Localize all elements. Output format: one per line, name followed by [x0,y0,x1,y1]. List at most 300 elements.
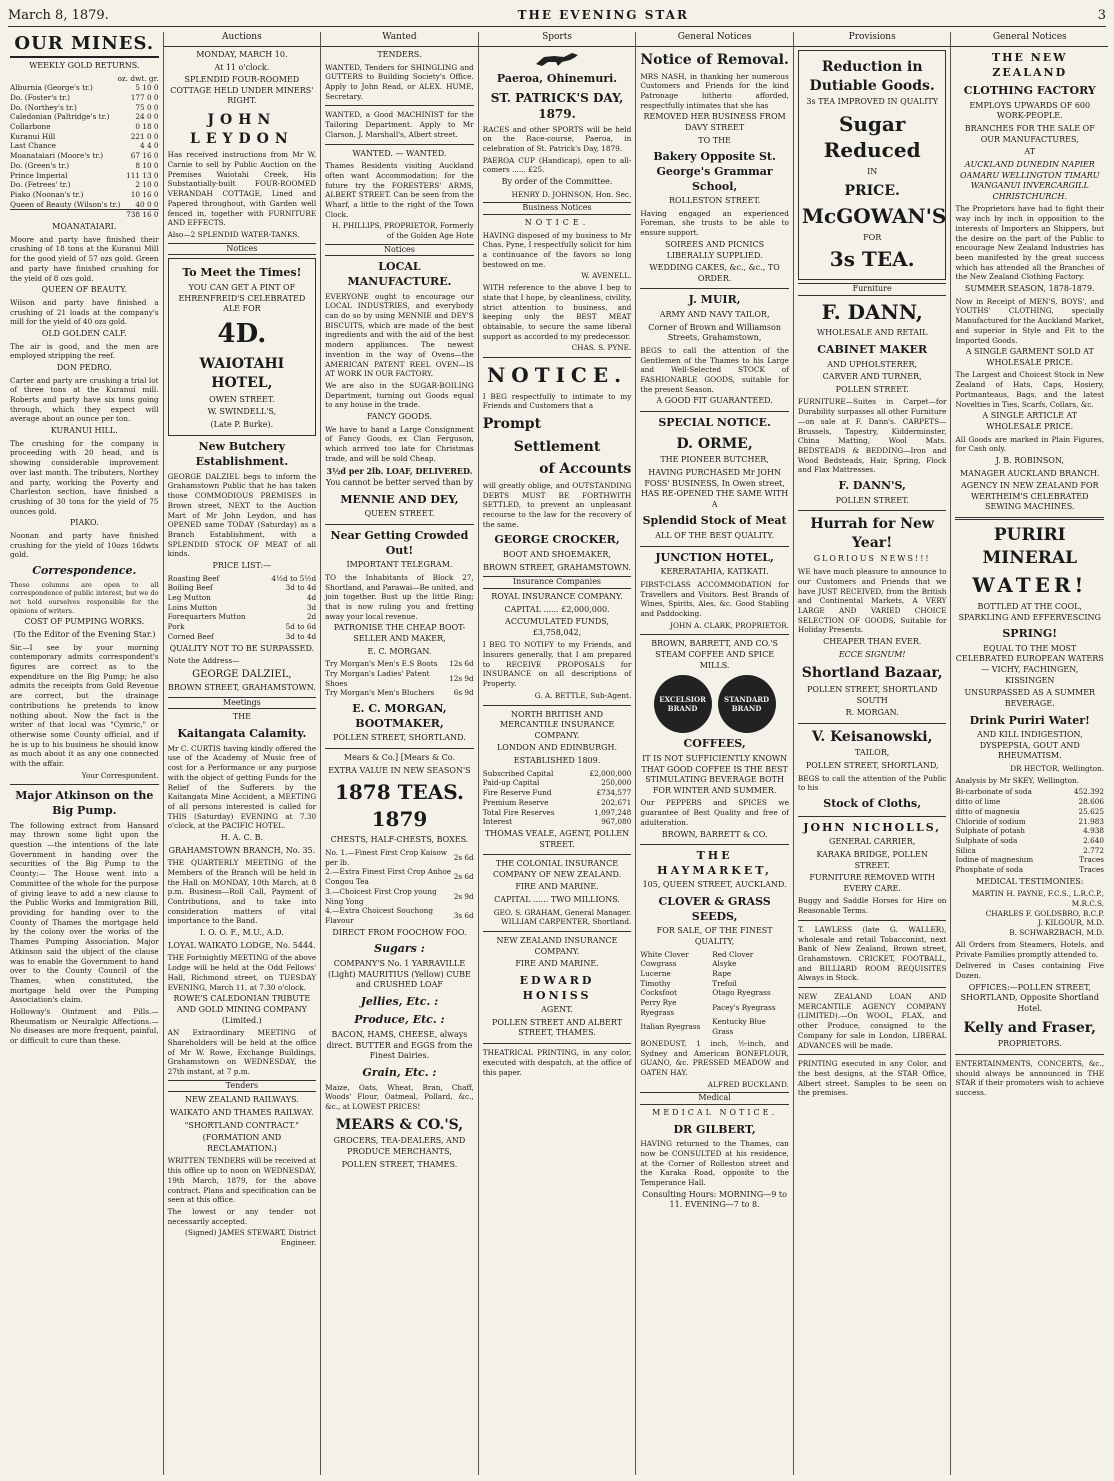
printing-text: PRINTING executed in any Color, and the best designs, at the STAR Office, Albert street. Samples to be seen on the premises. [797,1059,947,1098]
boot-row [325,659,474,669]
royal-text: I BEG TO NOTIFY to my Friends, and Insurers generally, that I am prepared to RECEIVE PROPOSALS for INSURANCE on all descriptions of Property. [482,640,632,689]
teas-table [325,848,474,926]
seed-row-cell: Cocksfoot [640,988,677,998]
section-general-notices-2: General Notices [951,32,1108,47]
kelly-sub: PROPRIETORS. [997,1039,1062,1049]
seed-row-cell: Lucerne [640,968,671,978]
carpenter-sign: WILLIAM CARPENTER, Shortland. [501,917,632,927]
clark-sign: JOHN A. CLARK, PROPRIETOR. [670,620,789,630]
gold-row [10,161,159,171]
seed-row-cell: Alsyke [712,959,737,969]
kelly-fraser: Kelly and Fraser, [963,1019,1096,1036]
gold-row [10,83,159,93]
analysis-row-cell: Silica [955,845,976,855]
analysis-heading: Analysis by Mr SKEY, Wellington. [955,775,1080,785]
column-wanted [320,32,478,1475]
price-row [168,593,317,603]
analysis-row [955,855,1104,865]
analysis-row [955,807,1104,817]
gold-row-cell: Prince Imperial [10,170,68,180]
nbm-row-cell: 967,080 [601,817,632,827]
nbm-row [483,798,632,808]
crowded-heading: Near Getting Crowded Out! [330,529,469,557]
seed-row-cell: Italian Ryegrass [640,1022,701,1032]
nzi-heading: NEW ZEALAND INSURANCE COMPANY. [496,936,618,956]
muir-text: BEGS to call the attention of the Gentlemen of the Thames to his Large and Well-Selected STOCK of FASHIONABLE GOODS, suitable for the present Season. [640,345,789,394]
nbm-row-cell: Interest [482,817,513,827]
gold-returns-subtitle: WEEKLY GOLD RETURNS. [29,60,140,70]
nz-railways: NEW ZEALAND RAILWAYS. [185,1095,299,1105]
boot-row-cell: 6s 9d [453,688,474,698]
seed-row-cell: Timothy [640,978,671,988]
column-provisions [793,32,951,1475]
prompt-word: Prompt [482,416,542,433]
hacb-branch: GRAHAMSTOWN BRANCH, No. 35. [168,845,316,855]
teas-heading: 1878 TEAS. 1879 [334,780,464,831]
nbm-row [483,788,632,798]
wanted-foresters: Thames Residents visiting Auckland often want Accommodation; for the future try the FORESTERS' ARMS, ALBERT STREET. Can be seen from the Wharf, a little to the right of the Town Clock. [325,161,474,219]
section-auctions: Auctions [164,32,321,47]
fancy-goods-heading: FANCY GOODS. [366,412,433,422]
gold-row-cell: 5 10 0 [135,83,159,93]
section-general-notices: General Notices [636,32,793,47]
auction-date: MONDAY, MARCH 10. [196,49,288,59]
tea-row-cell: 3s 6d [453,911,474,921]
orders-text: All Orders from Steamers, Hotels, and Private Families promptly attended to. [955,939,1105,959]
price-row-cell: 5d to 6d [285,622,317,632]
mines-title: OUR MINES. [10,32,159,58]
gold-row [10,171,159,181]
quality-line: QUALITY NOT TO BE SURPASSED. [169,643,315,653]
royal-funds: ACCUMULATED FUNDS, £3,758,042, [505,617,609,637]
moanataiari-heading: MOANATAIARI. [52,222,117,232]
gold-row-cell: Alburnia (George's tr.) [10,83,93,93]
dann-line-2: AND UPHOLSTERER, [827,359,918,369]
auctioneer-name: JOHN LEYDON [190,112,294,147]
moanataiari-text: Moore and party have finished their crushing of 18 tons at the Kuranui Mill for the good yield of 57 ozs gold. Green and party have finished crushing for the yield of 8 ozs gold. [10,234,159,283]
price-row-cell: 3d to 4d [285,583,317,593]
junction-text: FIRST-CLASS ACCOMMODATION for Travellers and Visitors. Best Brands of Wines, Spirits, Ales, &c. Good Stabling and Paddocking. [640,579,789,618]
meet-times-heading: To Meet the Times! [182,266,302,280]
price-row-cell: Pork [167,622,185,632]
haymarket-name: THE HAYMARKET, [657,849,773,877]
boot-row-cell: 12s 6d [449,659,474,669]
settle-text: will greatly oblige, and OUTSTANDING DEBTS MUST BE FORTHWITH SETTLED, to prevent an unpleasant recourse to the law for the recovery of the same. [482,480,632,529]
notices-heading-2: Notices [325,244,474,257]
seed-row-cell: Pacey's Ryegrass [712,1002,776,1012]
gold-row-cell: Do. (Foster's tr.) [10,92,70,102]
nbm-row-cell: 1,097,248 [594,807,632,817]
gold-row-cell: 40 0 0 [135,199,159,209]
gold-row [10,190,159,200]
morgan-street: POLLEN STREET, SHORTLAND. [333,733,466,743]
seed-row [640,998,789,1017]
analysis-row-cell: Chloride of sodium [955,816,1026,826]
patronise-line: PATRONISE THE CHEAP BOOT-SELLER AND MAKER, [333,623,466,644]
analysis-row-cell: Phosphate of soda [955,865,1024,875]
orme-sub: THE PIONEER BUTCHER, [660,455,769,465]
meetings-heading: Meetings [168,697,317,710]
price-row [168,612,317,622]
butchery-heading: New Butchery Establishment. [195,440,289,469]
races-text: RACES and other SPORTS will be held on the Race-course, Paeroa, in celebration of St. Patrick's Day, 1879. [482,124,632,153]
analysis-row-cell: Traces [1079,855,1105,865]
nbm-row-cell: £2,000,000 [589,768,632,778]
ale-text: YOU CAN GET A PINT OF EHRENFREID'S CELEBRATED ALE FOR [178,282,306,314]
gold-row-cell: 24 0 0 [135,112,159,122]
dann-name: F. DANN, [821,299,923,324]
hotel-street: OWEN STREET. [209,394,275,404]
lodge-name: LOYAL WAIKATO LODGE, No. 5444. [168,940,316,950]
price-row [168,632,317,642]
tea-row-cell: 2s 9d [453,891,474,901]
dann-big: F. DANN'S, [838,479,906,493]
orme-text: HAVING PURCHASED Mr JOHN FOSS' BUSINESS, In Owen street, HAS RE-OPENED THE SAME WITH A [640,467,789,509]
avenell-sign: W. AVENELL. [581,271,632,281]
gold-row-cell: Collarbone [10,122,51,132]
analysis-row-cell: Bi-carbonate of soda [955,787,1032,797]
produce-heading: Produce, Etc. : [354,1013,445,1027]
analysis-row-cell: 28.606 [1078,797,1105,807]
dann-line-1: CABINET MAKER [817,342,928,356]
crocker-sub: BOOT AND SHOEMAKER, [503,550,611,559]
accounts-word: of Accounts [539,461,632,478]
gold-row [10,93,159,103]
gold-row-cell: 111 13 0 [126,170,159,180]
sugar-boiling-text: We are also in the SUGAR-BOILING Department, turning out Goods equal to any house in the trade. [325,380,474,410]
boot-row-cell: Try Morgan's Men's E.S Boots [325,659,438,669]
formation-line: (FORMATION AND RECLAMATION.) [202,1133,282,1153]
jellies-heading: Jellies, Etc. : [360,994,439,1008]
bettle-sign: G. A. BETTLE, Sub-Agent. [534,690,632,700]
correspondence-heading: Correspondence. [32,564,137,578]
gold-row-cell: 221 0 0 [130,131,159,141]
nz-clothing-1: THE NEW ZEALAND [991,50,1068,79]
tender-note: The lowest or any tender not necessarily accepted. [167,1206,317,1226]
water-heading: WATER! [972,573,1088,598]
grain-text: Maize, Oats, Wheat, Bran, Chaff, Woods' Flour, Oatmeal, Pollard, &c., &c., at LOWEST PRICES! [325,1082,474,1111]
nbm-row-cell: Fire Reserve Fund [482,788,552,798]
grain-heading: Grain, Etc. : [362,1065,437,1079]
local-manufacture-heading: LOCAL MANUFACTURE. [347,260,452,289]
tea-row [325,848,474,867]
seed-row-cell: Trefoil [712,978,737,988]
analysis-row-cell: Iodine of magnesium [955,855,1034,865]
analysis-row-cell: Sulphate of potash [955,826,1025,836]
rowe-text: AN Extraordinary MEETING of Shareholders will be held at the office of Mr W. Rowe, Exchange Buildings, Grahamstown on WEDNESDAY, the 27th instant, at 7 p.m. [167,1028,317,1076]
honiss-name: EDWARD HONISS [519,973,595,1002]
price-row-cell: Loins Mutton [167,602,218,612]
page-number: 3 [1097,7,1106,23]
mcgowan-advert [798,50,947,280]
seed-row-cell: White Clover [640,949,689,959]
column-general-notices-2 [950,32,1108,1475]
veale-sign: THOMAS VEALE, AGENT, POLLEN STREET. [484,828,630,849]
chests-line: CHESTS, HALF-CHESTS, BOXES. [330,835,469,845]
bazaar-name: Shortland Bazaar, [801,665,943,682]
muir-name: J. MUIR, [688,293,741,307]
wanted-shingling: WANTED, Tenders for SHINGLING and GUTTERS to Building Society's Office. Apply to John Read, or ALEX. HUME, Secretary. [325,62,474,101]
section-sports: Sports [479,32,636,47]
seed-row-cell: Perry Rye Ryegrass [640,998,677,1017]
boot-row-cell: Try Morgan's Ladies' Patent Shoes [325,668,430,688]
price-row [168,583,317,593]
price-row-cell: Leg Mutton [167,593,211,603]
tea-row-cell: 4.—Extra Choicest Souchong Flavour [325,906,433,925]
price-row [168,574,317,584]
equal-line: EQUAL TO THE MOST CELEBRATED EUROPEAN WATERS— VICHY, FACHINGEN, KISSINGEN [955,643,1104,685]
gold-returns-table [10,83,159,209]
hacb-heading: H. A. C. B. [220,833,263,843]
column-sports [478,32,636,1475]
offices-text: OFFICES:—POLLEN STREET, SHORTLAND, Opposite Shortland Hotel. [960,982,1099,1013]
gold-row-cell: 177 0 0 [130,92,159,102]
dann-text: FURNITURE—Suites in Carpet—for Durability surpasses all other Furniture—on sale at F. Dann's. CARPETS—Brussels, Tapestry, Kidderminster, China Matting, Wool Mats. BEDSTEADS & BEDDING—Iron and Wood Bedsteads, Hair, Spring, Flock and Flax Mattresses. [797,397,947,475]
ioof-heading: I. O. O. F., M.U., A.D. [199,928,284,938]
analysis-row-cell: 25.625 [1078,806,1105,816]
junction-name: JUNCTION HOTEL, [655,550,774,564]
big-notice: NOTICE. [486,363,628,388]
analysis-row-cell: ditto of lime [955,797,1001,807]
keisanowski-name: V. Keisanowski, [811,728,933,745]
clover-sub: FOR SALE, OF THE FINEST QUALITY, [656,926,773,946]
towns-list: AUCKLAND DUNEDIN NAPIER OAMARU WELLINGTON TIMARU WANGANUI INVERCARGILL CHRISTCHURCH. [959,159,1100,201]
gold-row-cell: 75 0 0 [135,102,159,112]
clover-heading: CLOVER & GRASS SEEDS, [658,895,771,923]
gold-row-cell: 8 10 0 [135,160,159,170]
section-wanted: Wanted [321,32,478,47]
cloths-line: Stock of Cloths, [823,797,922,811]
insurance-heading: Insurance Companies [483,576,632,589]
auction-lead: SPLENDID FOUR-ROOMED COTTAGE HELD UNDER MINERS' RIGHT. [170,75,314,106]
lawless-text: T. LAWLESS (late G. WALLER), wholesale and retail Tobacconist, next Bank of New Zealand, Brown street, Grahamstown. CRICKET, FOOTBALL, and BILLIARD ROOM REQUISITES Always in Stock. [797,924,947,983]
cost-heading: COST OF PUMPING WORKS. [24,617,145,627]
page-header [8,4,1106,27]
column-mines [6,32,163,1475]
nbm-row-cell: 202,671 [601,797,632,807]
removed-line: REMOVED HER BUSINESS FROM DAVY STREET [643,112,786,133]
tender-text: WRITTEN TENDERS will be received at this office up to noon on WEDNESDAY, 19th March, 1879, for the above contract. Plans and specification can be seen at this office. [167,1156,317,1205]
column-auctions [163,32,321,1475]
tea-row [325,906,474,925]
cost-letter: Sir,—I see by your morning contemporary admits correspondent's figures are correct as to the expenditure on the Big Pump; he also admits the receipts from Gold Revenue are correct, but the drainage contributions he pretends to know nothing about. Now the fact is the writer of that local was "Cymric," or otherwise some County official, and if he is up to his business he should know as much about it as any one connected with the affair. [10,642,159,769]
employs-line: EMPLOYS UPWARDS OF 600 WORK-PEOPLE. [969,100,1091,121]
hotel-name: WAIOTAHI HOTEL, [199,356,285,391]
telegram-heading: IMPORTANT TELEGRAM. [346,560,453,570]
nbm-row [483,808,632,818]
mcgowan-name: McGOWAN'S [801,204,947,229]
seed-row [640,979,789,989]
dann-line-3: CARVER AND TURNER, [822,372,922,382]
removal-text-2: Having engaged an experienced Foreman, she trusts to be able to ensure support. [640,208,789,238]
drink-puriri: Drink Puriri Water! [969,713,1090,727]
kaitangata-text: Mr C. CURTIS having kindly offered the use of the Academy of Music free of cost for a Performance or any purpose with the object of getting Funds for the Relief of the Sufferers by the Kaitangata Mine Accident, a MEETING of all persons interested is called for THIS (Saturday) EVENING at 7.30 o'clock, at the PACIFIC HOTEL. [167,743,317,831]
hacb-text: THE QUARTERLY MEETING of the Members of the Branch will be held in the Hall on MONDAY, 10th March, at 8 p.m. Business—Roll Call, Payment of Contributions, and to take into consideration matters of vital importance to the Band. [167,858,317,926]
for-word: FOR [863,232,882,242]
newspaper-columns [6,32,1108,1475]
nbm-row-cell: £734,577 [596,788,632,798]
gold-row-cell: 0 18 0 [135,122,159,132]
boot-row-cell: Try Morgan's Men's Bluchers [325,688,435,698]
price-list-heading: PRICE LIST:— [212,561,272,571]
lodge-text: THE Fortnightly MEETING of the above Lodge will be held at the Odd Fellows' Hall, Richmond street, on TUESDAY EVENING, March 11, at 7.30 o'clock. [167,953,317,992]
tenders-heading-2: TENDERS. [377,49,422,59]
atkinson-heading: Major Atkinson on the Big Pump. [15,789,154,818]
notice-heading: NOTICE. [524,217,590,227]
nbm-row-cell: 250,000 [601,778,632,788]
boots-table [325,659,474,698]
dalziel-street: BROWN STREET, GRAHAMSTOWN. [167,683,316,693]
coffees-text: IT IS NOT SUFFICIENTLY KNOWN THAT GOOD COFFEE IS THE BEST STIMULATING BEVERAGE BOTH FOR WINTER AND SUMMER. [641,753,788,795]
dalziel-name: GEORGE DALZIEL, [192,668,292,680]
rolleston-street: ROLLESTON STREET. [669,196,761,206]
gold-row-cell: 10 16 0 [130,190,159,199]
mears-sub: GROCERS, TEA-DEALERS, AND PRODUCE MERCHANTS, [333,1136,466,1156]
hotel-late: (Late P. Burke). [210,419,274,429]
robinson-name: J. B. ROBINSON, [995,455,1064,465]
gold-row-cell: Piako (Noonan's tr.) [10,190,84,199]
gold-row-cell: Queen of Beauty (Wilson's tr.) [10,199,121,209]
mennie-dey: MENNIE AND DEY, [340,492,459,506]
tea-improved: 3s TEA IMPROVED IN QUALITY [806,97,938,107]
ale-price: 4D. [217,318,267,349]
analysis-row [955,865,1104,875]
address-note: Note the Address— [167,656,240,666]
mears-tag: Mears & Co.] [Mears & Co. [343,752,456,762]
analysis-row [955,826,1104,836]
nbm-row-cell: Subscribed Capital [482,768,554,778]
avenell-text: HAVING disposed of my business to Mr Chas. Pyne, I respectfully solicit for him a continuance of the favors so long bestowed on me. [482,230,632,269]
section-provisions: Provisions [794,32,951,47]
nbm-row [483,817,632,827]
testimonials-heading: MEDICAL TESTIMONIES: [976,876,1084,886]
boot-row [325,669,474,688]
the-label: THE [232,712,251,722]
schwarzbach-sign: B. SCHWARZBACH, M.D. [1009,928,1105,938]
cost-subheading: (To the Editor of the Evening Star.) [13,629,156,639]
tea-row-cell: 3.—Choicest First Crop young Ning Yong [325,886,437,906]
wanted-heading: WANTED. — WANTED. [352,148,447,158]
paeroa-cup: PAEROA CUP (Handicap), open to all-comers ...... £25. [482,155,632,175]
price-row-cell: 3d to 4d [285,631,317,641]
nbm-row-cell: Premium Reserve [482,797,549,807]
dutiable-heading: Reduction in Dutiable Goods. [809,58,935,94]
shortland-contract: "SHORTLAND CONTRACT." [184,1120,299,1130]
bakery-line: Bakery Opposite St. George's Grammar School, [653,150,776,193]
extra-value: EXTRA VALUE IN NEW SEASON'S [328,765,471,775]
wedding-line: WEDDING CAKES, &c., &c., TO ORDER. [649,263,780,283]
piako-heading: PIAKO. [69,518,99,528]
nbm-row-cell: Total Fire Reserves [482,807,555,817]
racehorse-icon [532,50,582,68]
summer-text: Now in Receipt of MEN'S, BOYS', and YOUTHS' CLOTHING, specially Manufactured for the Auckland Market, and superior in Style and Fit to the Imported Goods. [955,296,1105,345]
coffee-logos [640,675,789,733]
calf-heading: OLD GOLDEN CALF. [41,328,127,338]
waikato-railway: WAIKATO AND THAMES RAILWAY. [170,1107,314,1117]
delivered-text: Delivered in Cases containing Five Dozen. [955,961,1105,980]
nbm-sub: LONDON AND EDINBURGH. [496,743,618,753]
rowe-heading: ROWE'S CALEDONIAN TRIBUTE AND GOLD MINING COMPANY (Limited.) [173,994,311,1025]
gold-row-cell: Caledonian (Paltridge's tr.) [10,112,110,122]
gold-row [10,141,159,151]
gold-row [10,132,159,142]
colonial-sub: FIRE AND MARINE. [515,882,599,892]
sugars-list: COMPANY'S No. 1 YARRAVILLE (Light) MAURITIUS (Yellow) CUBE and CRUSHED LOAF [328,958,471,990]
analysis-row [955,797,1104,807]
notices-heading: Notices [168,243,317,256]
bread-note: You cannot be better served than by [325,478,473,488]
at-word: AT [1024,147,1036,157]
gold-row [10,151,159,161]
analysis-row [955,846,1104,856]
wanted-machinist: WANTED, a Good MACHINIST for the Tailoring Department. Apply to Mr Clarson, J. Marshall's, Albert street. [325,110,474,139]
analysis-row-cell: 21.983 [1078,816,1105,826]
analysis-row-cell: 452.392 [1073,787,1105,797]
seed-row [640,969,789,979]
crocker-street: BROWN STREET, GRAHAMSTOWN. [483,562,631,572]
bread-price: 3½d per 2lb. LOAF, DELIVERED. [326,465,473,476]
price-row [168,603,317,613]
nbm-table [483,769,632,827]
crocker-name: GEORGE CROCKER, [494,533,620,547]
to-the: TO THE [698,135,731,145]
nbm-row [483,778,632,788]
seed-row-cell: Cowgrass [640,959,677,969]
furniture-heading: Furniture [798,283,947,296]
hurrah-text: WE have much pleasure to announce to our Customers and Friends that we have JUST RECEIVED, from the British and Continental Markets, A VERY LARGE AND VARIED CHOICE SELECTION OF GOODS, Suitable for Holiday Presents. [797,567,947,635]
morgan-name: E. C. MORGAN. [367,646,432,656]
price-row-cell: Roasting Beef [167,573,220,583]
nbm-row [483,769,632,779]
junction-sub: KERERATAHIA, KATIKATI. [660,567,769,577]
buggy-line: Buggy and Saddle Horses for Hire on Reasonable Terms. [797,896,947,916]
seed-row [640,950,789,960]
gold-row-cell: 2 10 0 [135,180,159,190]
peppers-text: Our PEPPERS and SPICES we guarantee of Best Quality and free of adulteration. [640,798,789,827]
boot-row [325,688,474,698]
seeds-table [640,950,789,1037]
theatrical-text: THEATRICAL PRINTING, in any color, executed with despatch, at the office of this paper. [482,1048,632,1077]
ecce-signum: ECCE SIGNUM! [838,649,906,659]
race-secretary: HENRY D. JOHNSON, Hon. Sec. [511,189,632,199]
nicholls-street: KARAKA BRIDGE, POLLEN STREET. [816,849,928,870]
analysis-row [955,817,1104,827]
atkinson-text: The following extract from Hansard may thrown some light upon the question —the intentions of the late Government in handing over the securities of the Big Pump to the County:— The House went into a Committee of the whole for the purpose of giving leave to add a new clause to the Public Works and Immigration Bill, providing for handing over to the County of Thames the mortgage held by the colony over the works of the Thames Pumping Association. Major Atkinson said the object of the clause was to enable the Government to hand over to the County Council of the Thames, when constituted, the mortgage held over the Pumping Association's claim. [10,820,159,1005]
entertainments-text: ENTERTAINMENTS, CONCERTS, &c., should always be announced in THE STAR if their promoters wish to achieve success. [955,1058,1105,1097]
glorious-news: GLORIOUS NEWS!!! [813,554,931,564]
analysis-row-cell: Traces [1079,865,1105,875]
gold-row [10,103,159,113]
seed-row [640,1017,789,1036]
summer-season: SUMMER SEASON, 1878-1879. [964,284,1095,294]
gold-row [10,200,159,210]
queen-text: Wilson and party have finished a crushing of 21 loads at the company's mill for the yield of 40 ozs gold. [10,297,159,327]
water-tanks: Also—2 SPLENDID WATER-TANKS. [167,229,300,239]
price-row-cell: Boiling Beef [167,583,213,593]
mears-street: POLLEN STREET, THAMES. [341,1159,458,1169]
boot-row-cell: 12s 9d [449,673,474,683]
bbco-sign: BROWN, BARRETT & CO. [661,829,768,839]
settlement-word: Settlement [513,438,601,455]
seed-row-cell: Red Clover [712,949,754,959]
gold-row [10,112,159,122]
order-line: By order of the Committee. [501,177,613,187]
bazaar-owner: R. MORGAN. [845,708,899,718]
sugar-reduced: Sugar Reduced [823,111,921,163]
graham-sign: GEO. S. GRAHAM, General Manager. [493,907,632,917]
calf-text: The air is good, and the men are employed stripping the reef. [10,341,159,361]
crowded-text: TO the Inhabitants of Block 27, Shortland, and Parawai—Be united, and join together. Bust up the little Ring; that is now ruling you and fretting away your local revenue. [325,572,474,621]
